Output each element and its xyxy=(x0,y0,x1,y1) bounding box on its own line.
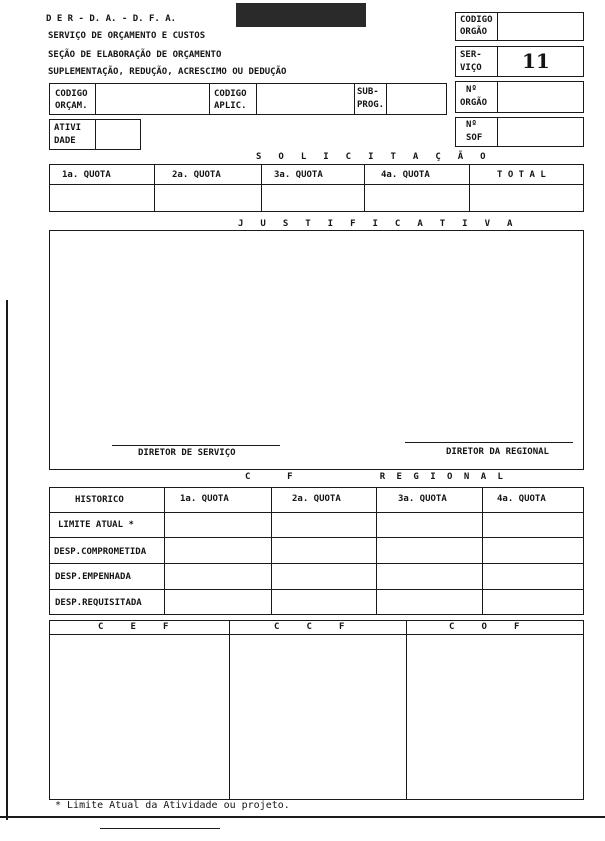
n-orgao-label-2: ORGÃO xyxy=(460,98,488,108)
justificativa-textarea[interactable] xyxy=(52,233,581,438)
cod-aplic-label-2: APLIC. xyxy=(214,101,247,111)
sol-quota-2-input[interactable] xyxy=(156,186,259,210)
atividade-input[interactable] xyxy=(97,121,139,148)
n-sof-label-1: Nº xyxy=(466,120,477,130)
section-ccf-title: C C F xyxy=(274,622,345,632)
sign-left-label: DIRETOR DE SERVIÇO xyxy=(138,448,236,458)
atividade-label-2: DADE xyxy=(54,136,76,146)
bottom-rule xyxy=(0,816,605,818)
footnote: * Limite Atual da Atividade ou projeto. xyxy=(55,800,290,811)
redacted-stamp xyxy=(236,3,366,27)
cod-aplic-input[interactable] xyxy=(258,85,352,113)
n-orgao-input[interactable] xyxy=(499,83,581,111)
cod-aplic-label-1: CODIGO xyxy=(214,89,247,99)
section-line: SEÇÃO DE ELABORAÇÃO DE ORÇAMENTO xyxy=(48,50,222,60)
cf-row-desp-comprometida: DESP.COMPROMETIDA xyxy=(54,547,147,557)
cf-col-historico: HISTORICO xyxy=(75,495,124,505)
section-ccf-area[interactable] xyxy=(231,636,404,798)
codigo-orgao-label-2: ORGÃO xyxy=(460,27,488,37)
n-sof-label-2: SOF xyxy=(466,133,483,143)
cod-orcam-label-1: CODIGO xyxy=(55,89,88,99)
cf-col-quota-3: 3a. QUOTA xyxy=(398,494,447,504)
sign-line-right xyxy=(405,442,573,443)
section-cef-area[interactable] xyxy=(51,636,227,798)
sol-quota-3-input[interactable] xyxy=(263,186,362,210)
codigo-orgao-input[interactable] xyxy=(499,14,581,39)
codigo-orgao-label-1: CODIGO xyxy=(460,15,493,25)
sign-right-label: DIRETOR DA REGIONAL xyxy=(446,447,549,457)
cod-orcam-input[interactable] xyxy=(97,85,207,113)
section-cef-title: C E F xyxy=(98,622,169,632)
cf-col-quota-2: 2a. QUOTA xyxy=(292,494,341,504)
cf-row-desp-requisitada: DESP.REQUISITADA xyxy=(55,598,142,608)
n-sof-input[interactable] xyxy=(499,119,581,145)
sub-prog-label-1: SUB- xyxy=(357,87,379,97)
atividade-label-1: ATIVI xyxy=(54,123,82,133)
servico-label-2: VIÇO xyxy=(460,63,482,73)
left-edge-rule xyxy=(6,300,8,820)
section-cof-title: C O F xyxy=(449,622,520,632)
cf-col-quota-4: 4a. QUOTA xyxy=(497,494,546,504)
sol-col-3: 3a. QUOTA xyxy=(274,170,323,180)
sub-prog-input[interactable] xyxy=(388,85,445,113)
cf-regional-title: C F R E G I O N A L xyxy=(245,472,506,482)
section-cof-area[interactable] xyxy=(408,636,582,798)
service-line: SERVIÇO DE ORÇAMENTO E CUSTOS xyxy=(48,31,206,41)
sol-col-1: 1a. QUOTA xyxy=(62,170,111,180)
sol-col-total: T O T A L xyxy=(497,170,546,180)
n-orgao-label-1: Nº xyxy=(466,85,477,95)
purpose-line: SUPLEMENTAÇÃO, REDUÇÃO, ACRESCIMO OU DEDUÇÃO xyxy=(48,67,287,77)
justificativa-title: JUSTIFICATIVA xyxy=(238,219,530,229)
sol-quota-1-input[interactable] xyxy=(51,186,152,210)
org-line: D E R - D. A. - D. F. A. xyxy=(46,14,177,24)
cf-row-desp-empenhada: DESP.EMPENHADA xyxy=(55,572,131,582)
sol-col-2: 2a. QUOTA xyxy=(172,170,221,180)
sub-prog-label-2: PROG. xyxy=(357,100,385,110)
scan-mark-bottom xyxy=(100,828,220,829)
solicitacao-title: SOLICITAÇÃO xyxy=(256,152,503,162)
cf-col-quota-1: 1a. QUOTA xyxy=(180,494,229,504)
servico-value[interactable]: 11 xyxy=(522,49,550,73)
cf-row-limite-atual: LIMITE ATUAL * xyxy=(58,520,134,530)
servico-label-1: SER- xyxy=(460,50,482,60)
sign-line-left xyxy=(112,445,280,446)
sol-total-input[interactable] xyxy=(471,186,582,210)
sol-col-4: 4a. QUOTA xyxy=(381,170,430,180)
cod-orcam-label-2: ORÇAM. xyxy=(55,101,88,111)
sol-quota-4-input[interactable] xyxy=(366,186,467,210)
